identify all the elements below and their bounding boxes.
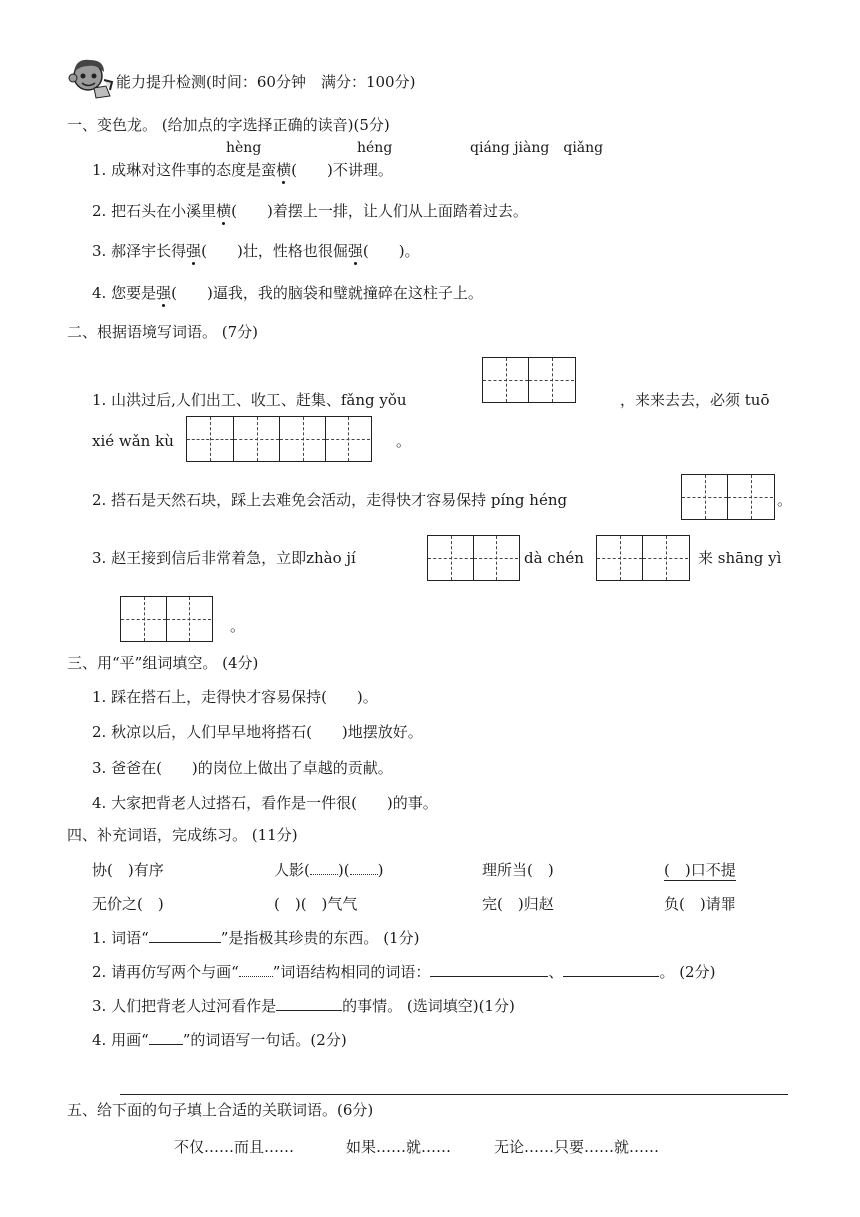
- idiom-3: 理所当( ): [482, 861, 554, 879]
- s3-question-1: 1. 踩在搭石上，走得快才容易保持( )。: [92, 688, 378, 706]
- writing-grid-tuoxiewanku[interactable]: [186, 416, 372, 462]
- s2-q1-pinyin: xié wǎn kù: [92, 432, 174, 450]
- s2-q3-end: 。: [230, 617, 246, 635]
- writing-grid-shangyi[interactable]: [120, 596, 213, 642]
- conjunction-option-1: 不仅……而且……: [174, 1138, 295, 1156]
- pinyin-option-heng2: héng: [357, 140, 393, 156]
- s3-question-2: 2. 秋凉以后，人们早早地将搭石( )地摆放好。: [92, 723, 423, 741]
- s2-q3-pinyin-shangyi: 来 shāng yì: [698, 549, 782, 567]
- s2-q3-pinyin-dachen: dà chén: [524, 549, 584, 567]
- s1-question-2: 2. 把石头在小溪里横( )着摆上一排，让人们从上面踏着过去。: [92, 202, 528, 220]
- idiom-5: 无价之( ): [92, 895, 164, 913]
- idiom-8: 负( )请罪: [664, 895, 736, 913]
- s2-q2-end: 。: [777, 491, 793, 509]
- answer-line[interactable]: [120, 1094, 788, 1095]
- section-3-title: 三、用“平”组词填空。 (4分): [67, 654, 259, 672]
- page-title: 能力提升检测(时间：60分钟 满分：100分): [116, 73, 416, 91]
- section-1-title: 一、变色龙。 (给加点的字选择正确的读音)(5分): [67, 116, 390, 134]
- pinyin-options-qiang: qiáng jiàng qiǎng: [470, 140, 604, 156]
- idiom-6: ( )( )气气: [274, 895, 358, 913]
- s2-q1-end: 。: [396, 432, 412, 450]
- s4-question-2: 2. 请再仿写两个与画“ ”词语结构相同的词语： 、 。 (2分): [92, 963, 716, 981]
- s2-q3-text: 3. 赵王接到信后非常着急，立即zhào jí: [92, 549, 356, 567]
- section-4-title: 四、补充词语，完成练习。 (11分): [67, 826, 298, 844]
- writing-grid-dachen[interactable]: [596, 535, 690, 581]
- writing-grid-pingheng[interactable]: [681, 474, 775, 520]
- s4-question-3: 3. 人们把背老人过河看作是 的事情。 (选词填空)(1分): [92, 997, 515, 1015]
- s3-question-3: 3. 爸爸在( )的岗位上做出了卓越的贡献。: [92, 759, 393, 777]
- idiom-7: 完( )归赵: [482, 895, 554, 913]
- cartoon-boy-logo-icon: [66, 56, 116, 102]
- writing-grid-zhaoji[interactable]: [427, 535, 520, 581]
- section-2-title: 二、根据语境写词语。 (7分): [67, 323, 259, 341]
- s1-question-3: 3. 郝泽宇长得强( )壮，性格也很倔强( )。: [92, 242, 420, 260]
- idiom-4-underlined: ( )口不提: [664, 861, 736, 879]
- pinyin-option-heng4: hèng: [226, 140, 262, 156]
- section-5-title: 五、给下面的句子填上合适的关联词语。(6分): [67, 1101, 374, 1119]
- s1-question-4: 4. 您要是强( )逼我，我的脑袋和璧就撞碎在这柱子上。: [92, 284, 483, 302]
- s2-q1-text: 1. 山洪过后,人们出工、收工、赶集、fǎng yǒu: [92, 391, 407, 409]
- writing-grid-fangyou[interactable]: [482, 357, 576, 403]
- idiom-2: 人影( )( ): [274, 861, 384, 879]
- idiom-1: 协( )有序: [92, 861, 164, 879]
- s4-question-1: 1. 词语“ ”是指极其珍贵的东西。 (1分): [92, 929, 420, 947]
- s4-question-4: 4. 用画“ ”的词语写一句话。(2分): [92, 1031, 347, 1049]
- s2-q1-text-tail: ，来来去去，必须 tuō: [620, 391, 770, 409]
- s1-question-1: 1. 成琳对这件事的态度是蛮横( )不讲理。: [92, 161, 393, 179]
- s3-question-4: 4. 大家把背老人过搭石，看作是一件很( )的事。: [92, 794, 438, 812]
- conjunction-option-2: 如果……就……: [346, 1138, 452, 1156]
- conjunction-option-3: 无论……只要……就……: [494, 1138, 660, 1156]
- s2-q2-text: 2. 搭石是天然石块，踩上去难免会活动，走得快才容易保持 píng héng: [92, 491, 568, 509]
